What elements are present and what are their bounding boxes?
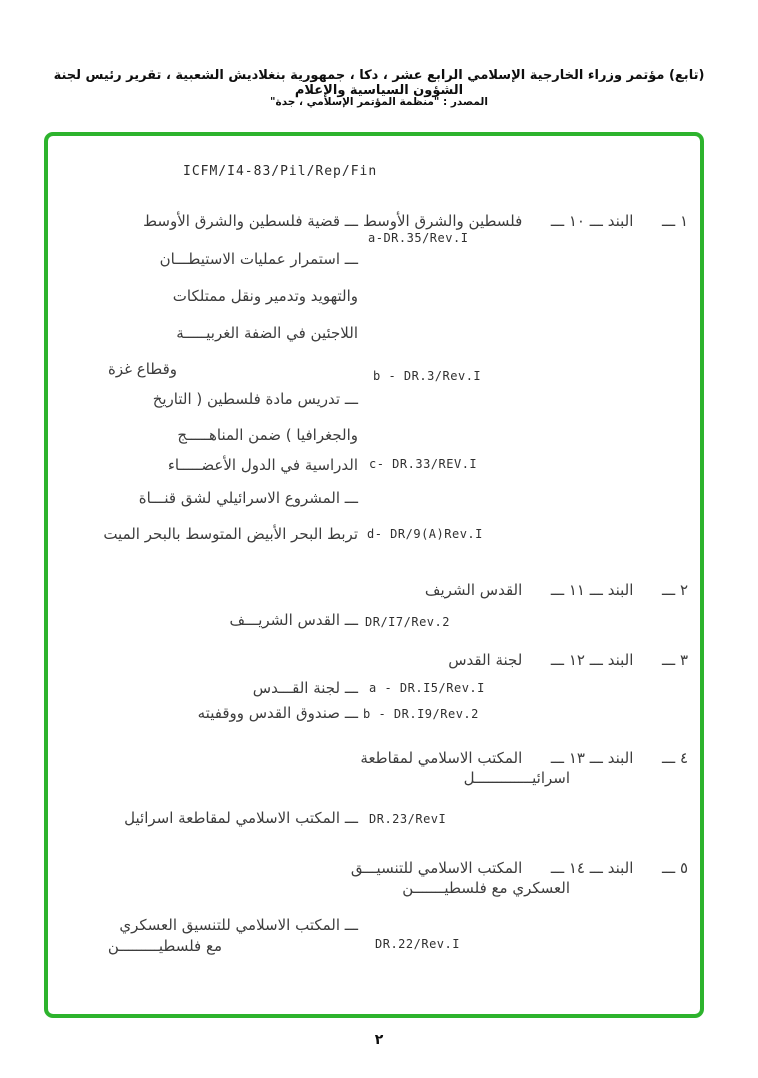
page-title: (تابع) مؤتمر وزراء الخارجية الإسلامي الرابع عشر ، دكا ، جمهورية بنغلاديش الشعبية ، تقرير رئيس لجنة الشؤون السياسية والإعلام bbox=[53, 68, 705, 98]
item4-heading-line1: ٤ ـــ البند ـــ ١٣ ـــ المكتب الاسلامي لمقاطعة bbox=[360, 749, 688, 767]
item5-line-2: مع فلسطيـــــــــن bbox=[107, 937, 222, 955]
item2-heading: ٢ ـــ البند ـــ ١١ ـــ القدس الشريف bbox=[424, 581, 688, 599]
item5-line-1: ـــ المكتب الاسلامي للتنسيق العسكري bbox=[119, 916, 358, 934]
item1-code-c: c- DR.33/REV.I bbox=[369, 457, 478, 471]
item1-code-a: a-DR.35/Rev.I bbox=[368, 231, 469, 245]
item1-code-d: d- DR/9(A)Rev.I bbox=[367, 527, 483, 541]
item1-line-5: وقطاع غزة bbox=[108, 360, 177, 378]
item4-code: DR.23/RevI bbox=[369, 812, 447, 826]
item5-code: DR.22/Rev.I bbox=[375, 937, 460, 951]
item2-line-1: ـــ القدس الشريـــف bbox=[229, 611, 358, 629]
item3-code-b: b - DR.I9/Rev.2 bbox=[363, 707, 479, 721]
item2-code: DR/I7/Rev.2 bbox=[365, 615, 450, 629]
page-number: ٢ bbox=[374, 1032, 384, 1048]
item3-line-1: ـــ لجنة القـــدس bbox=[252, 679, 358, 697]
item1-line-10: تربط البحر الأبيض المتوسط بالبحر الميت bbox=[103, 525, 358, 543]
item1-code-b: b - DR.3/Rev.I bbox=[373, 369, 482, 383]
source-label: المصدر : bbox=[443, 96, 488, 108]
item5-heading-line2: العسكري مع فلسطيـــــــن bbox=[402, 879, 570, 897]
item1-line-1: ـــ قضية فلسطين والشرق الأوسط bbox=[143, 212, 358, 230]
item1-line-4: اللاجئين في الضفة الغربيـــــة bbox=[176, 324, 358, 342]
item4-heading-line2: اسرائيـــــــــــــل bbox=[463, 769, 570, 787]
item4-line-1: ـــ المكتب الاسلامي لمقاطعة اسرائيل bbox=[124, 809, 358, 827]
item3-code-a: a - DR.I5/Rev.I bbox=[369, 681, 485, 695]
item1-line-8: الدراسية في الدول الأعضـــــاء bbox=[167, 456, 358, 474]
source-value: "منظمة المؤتمر الإسلامي ، جدة" bbox=[270, 96, 440, 108]
item1-line-9: ـــ المشروع الاسرائيلي لشق قنـــاة bbox=[138, 489, 358, 507]
item1-line-3: والتهويد وتدمير ونقل ممتلكات bbox=[172, 287, 358, 305]
item1-line-2: ـــ استمرار عمليات الاستيطـــان bbox=[159, 250, 358, 268]
item1-line-6: ـــ تدريس مادة فلسطين ( التاريخ bbox=[152, 390, 358, 408]
item1-heading: ١ ـــ البند ـــ ١٠ ـــ فلسطين والشرق الأوسط bbox=[362, 212, 688, 230]
item1-line-7: والجغرافيا ) ضمن المناهـــــج bbox=[177, 426, 358, 444]
item5-heading-line1: ٥ ـــ البند ـــ ١٤ ـــ المكتب الاسلامي للتنسيـــق bbox=[350, 859, 688, 877]
document-ref-code: ICFM/I4-83/Pil/Rep/Fin bbox=[183, 164, 378, 179]
item3-line-2: ـــ صندوق القدس ووقفيته bbox=[197, 704, 358, 722]
source-line bbox=[0, 96, 758, 108]
item3-heading: ٣ ـــ البند ـــ ١٢ ـــ لجنة القدس bbox=[448, 651, 688, 669]
